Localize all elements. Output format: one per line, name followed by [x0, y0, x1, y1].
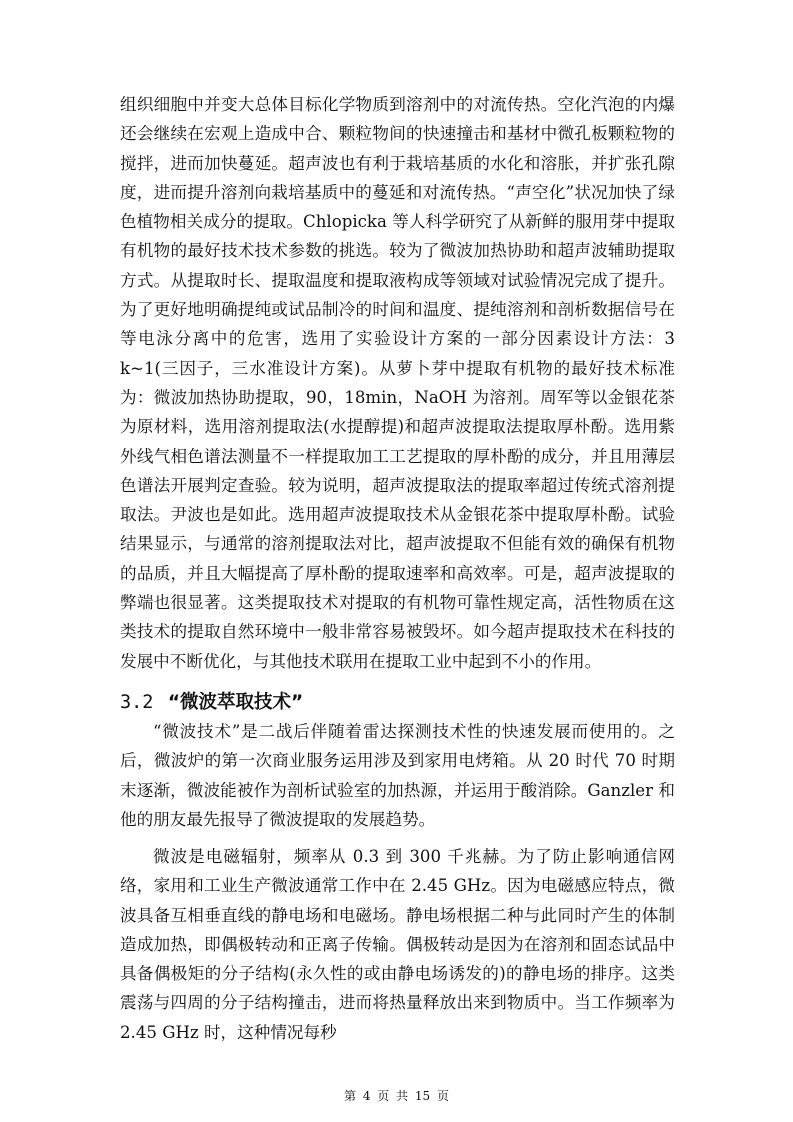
body-paragraph-2: “微波技术”是二战后伴随着雷达探测技术性的快速发展而使用的。之后，微波炉的第一次商业服务运用涉及到家用电烤箱。从 20 时代 70 时期末逐渐，微波能被作为剖析试验室的加热源，并运用于酸消除。Ganzler 和他的朋友最先报导了微波提取的发展趋势。 [120, 722, 675, 829]
body-paragraph-1: 组织细胞中并变大总体目标化学物质到溶剂中的对流传热。空化汽泡的内爆还会继续在宏观上造成中合、颗粒物间的快速撞击和基材中微孔板颗粒物的搅拌，进而加快蔓延。超声波也有利于栽培基质的水化和溶胀，并扩张孔隙度，进而提升溶剂向栽培基质中的蔓延和对流传热。“声空化”状况加快了绿色植物相关成分的提取。Chlopicka 等人科学研究了从新鲜的服用芽中提取有机物的最好技术技术参数的挑选。较为了微波加热协助和超声波辅助提取方式。从提取时长、提取温度和提取液构成等领域对试验情况完成了提升。为了更好地明确提纯或试品制冷的时间和温度、提纯溶剂和剖析数据信号在等电泳分离中的危害，选用了实验设计方案的一部分因素设计方法：3 k~1(三因子，三水准设计方案)。从萝卜芽中提取有机物的最好技术标准为：微波加热协助提取，90，18min，NaOH 为溶剂。周军等以金银花茶为原材料，选用溶剂提取法(水提醇提)和超声波提取法提取厚朴酚。选用紫外线气相色谱法测量不一样提取加工工艺提取的厚朴酚的成分，并且用薄层色谱法开展判定查验。较为说明，超声波提取法的提取率超过传统式溶剂提取法。尹波也是如此。选用超声波提取技术从金银花茶中提取厚朴酚。试验结果显示，与通常的溶剂提取法对比，超声波提取不但能有效的确保有机物的品质，并且大幅提高了厚朴酚的提取速率和高效率。可是，超声波提取的弊端也很显著。这类提取技术对提取的有机物可靠性规定高，活性物质在这类技术的提取自然环境中一般非常容易被毁坏。如今超声提取技术在科技的发展中不断优化，与其他技术联用在提取工业中起到不小的作用。 [120, 95, 675, 671]
section-title: “微波萃取技术” [167, 692, 304, 713]
body-paragraph-3: 微波是电磁辐射，频率从 0.3 到 300 千兆赫。为了防止影响通信网络，家用和工业生产微波通常工作中在 2.45 GHz。因为电磁感应特点，微波具备互相垂直线的静电场和电磁场。静电场根据二种与此同时产生的体制造成加热，即偶极转动和正离子传输。偶极转动是因为在溶剂和固态试品中具备偶极矩的分子结构(永久性的或由静电场诱发的)的静电场的排序。这类震荡与四周的分子结构撞击，进而将热量释放出来到物质中。当工作频率为 2.45 GHz 时，这种情况每秒 [120, 847, 675, 1042]
section-number: 3.2 [120, 692, 154, 713]
section-heading [120, 688, 675, 717]
page-footer: 第 4 页 共 15 页 [344, 1089, 449, 1103]
